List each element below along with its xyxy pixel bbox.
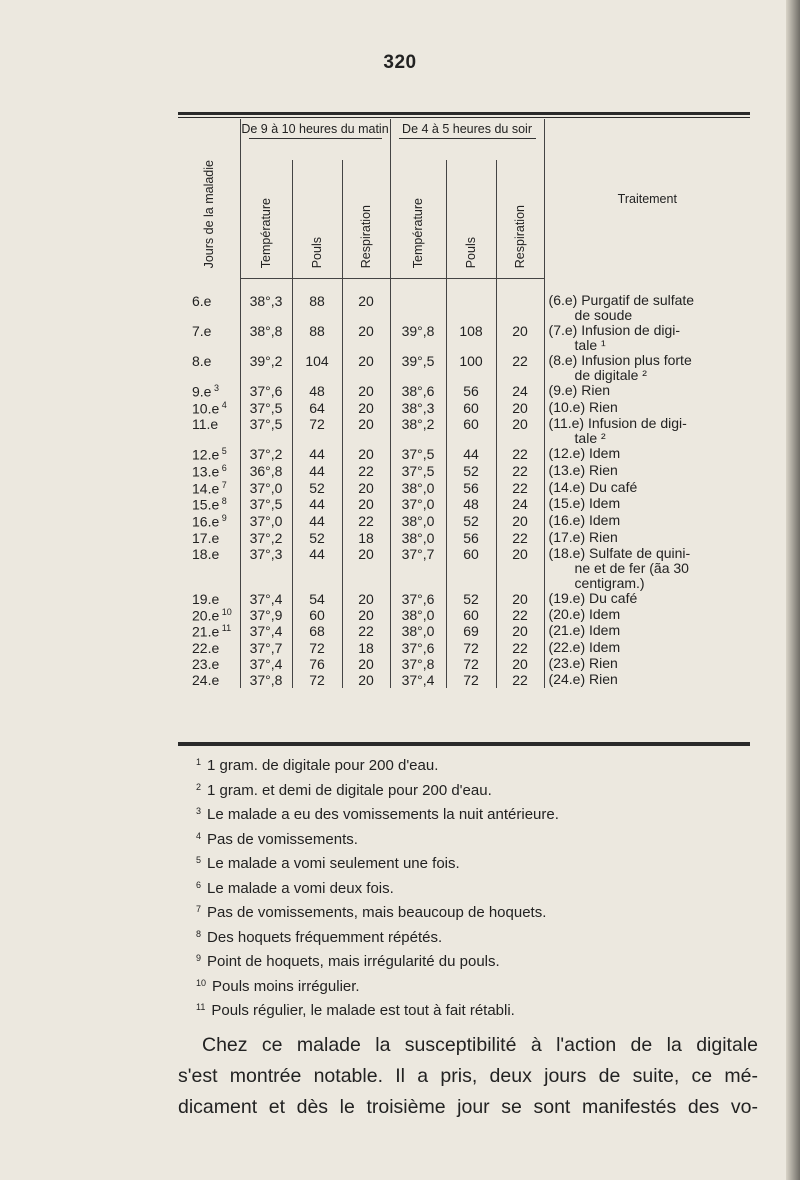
treatment-line: (16.e) Idem [548,511,621,528]
cell-pouls-matin: 44 [292,446,342,463]
treatment-line: (23.e) Rien [548,654,618,671]
cell-traitement [544,672,750,688]
cell-respiration-matin: 20 [342,672,390,688]
footnote-number: 9 [196,953,202,963]
cell-temperature-soir: 38°,0 [390,623,446,640]
cell-respiration-matin: 22 [342,463,390,480]
table-row [178,400,750,417]
table-row [178,496,750,513]
cell-pouls-matin: 44 [292,496,342,513]
cell-pouls-soir: 69 [446,623,496,640]
footnote-ref: 7 [219,479,227,490]
footnote-ref: 4 [219,399,227,410]
cell-temperature-matin: 36°,8 [240,463,292,480]
cell-temperature-soir: 39°,8 [390,323,446,353]
cell-temperature-matin: 37°,8 [240,672,292,688]
footnote-text: Des hoquets fréquemment répétés. [207,928,443,946]
cell-respiration-matin: 20 [342,656,390,672]
footnote [196,997,756,1022]
cell-temperature-matin: 37°,0 [240,513,292,530]
cell-respiration-soir: 20 [496,513,544,530]
cell-traitement [544,640,750,656]
table-row [178,546,750,591]
cell-traitement [544,607,750,624]
cell-respiration-matin: 20 [342,293,390,323]
cell-temperature-matin: 37°,5 [240,496,292,513]
cell-day: 14.e $^7$ [192,479,227,497]
cell-pouls-matin: 54 [292,591,342,607]
footnote-number: 5 [196,855,202,865]
treatment-line: de digitale ² [574,367,647,383]
footnote-number: 1 [196,757,202,767]
cell-pouls-soir: 44 [446,446,496,463]
footnote-number: 8 [196,928,202,939]
footnote-text: Pas de vomissements, mais beaucoup de hoquets. [207,904,547,921]
header-respiration-soir: Respiration [496,160,544,279]
cell-pouls-soir: 52 [446,513,496,530]
table-row [178,672,750,688]
cell-traitement [544,623,750,640]
cell-pouls-matin: 72 [292,416,342,446]
cell-traitement [544,400,750,417]
treatment-line: (14.e) Du café [548,478,638,495]
cell-day: 7.e [192,323,212,339]
cell-temperature-soir: 39°,5 [390,353,446,383]
cell-temperature-matin: 37°,4 [240,623,292,640]
table-row [178,623,750,640]
footnote-text: Le malade a vomi seulement une fois. [207,855,460,872]
cell-temperature-matin: 38°,3 [240,293,292,323]
body-line: s'est montrée notable. Il a pris, deux jours de suite, ce mé- [178,1065,758,1087]
cell-pouls-soir: 60 [446,607,496,624]
cell-traitement [544,530,750,546]
cell-day: 16.e $^9$ [192,512,227,530]
cell-respiration-matin: 18 [342,530,390,546]
cell-pouls-matin: 76 [292,656,342,672]
table-row [178,416,750,446]
cell-day: 24.e [192,671,220,688]
treatment-line: (24.e) Rien [548,670,618,687]
table-bottom-rule [178,742,750,746]
cell-respiration-soir: 20 [496,416,544,446]
footnote-text: Le malade a eu des vomissements la nuit antérieure. [207,806,559,823]
observation-table [178,119,750,688]
footnote [196,948,756,973]
table-row [178,293,750,323]
cell-temperature-matin: 37°,4 [240,656,292,672]
treatment-line: tale ¹ [574,337,606,353]
footnote [196,850,756,875]
footnote-number: 11 [196,1002,206,1012]
cell-temperature-matin: 37°,9 [240,607,292,624]
cell-temperature-soir: 37°,0 [390,496,446,513]
treatment-line: (18.e) Sulfate de quini- [548,544,691,561]
cell-temperature-matin: 37°,6 [240,383,292,400]
cell-pouls-soir: 72 [446,640,496,656]
table-row [178,640,750,656]
cell-respiration-matin: 20 [342,480,390,497]
footnotes [196,752,756,1022]
cell-respiration-soir: 20 [496,656,544,672]
cell-respiration-matin: 20 [342,416,390,446]
cell-respiration-soir: 24 [496,383,544,400]
table-row [178,353,750,383]
footnote-text: Pas de vomissements. [207,830,358,848]
treatment-line: ne et de fer (ãa 30 [574,559,689,576]
footnote [196,777,756,802]
cell-pouls-matin: 72 [292,672,342,688]
cell-respiration-matin: 18 [342,640,390,656]
treatment-line: (19.e) Du café [548,589,638,606]
footnote-number: 6 [196,879,202,890]
cell-pouls-matin: 52 [292,480,342,497]
treatment-line: (21.e) Idem [548,622,621,639]
cell-day: 22.e [192,639,220,656]
cell-respiration-soir: 22 [496,463,544,480]
treatment-line: (9.e) Rien [548,382,611,398]
treatment-line: (13.e) Rien [548,461,618,478]
cell-respiration-soir [496,293,544,323]
body-line: Chez ce malade la susceptibilité à l'action de la digitale [202,1034,758,1056]
footnote-text: 1 gram. de digitale pour 200 d'eau. [207,757,439,774]
cell-pouls-matin: 72 [292,640,342,656]
footnote-ref: 3 [211,383,219,393]
header-respiration-matin: Respiration [342,160,390,279]
footnote-number: 4 [196,830,202,841]
cell-respiration-matin: 20 [342,546,390,591]
footnote-text: Pouls régulier, le malade est tout à fait rétabli. [211,1002,515,1019]
header-temperature-soir: Température [390,160,446,279]
cell-pouls-soir: 100 [446,353,496,383]
cell-pouls-matin: 44 [292,463,342,480]
cell-pouls-soir: 56 [446,480,496,497]
footnote-text: Point de hoquets, mais irrégularité du pouls. [207,953,500,970]
cell-pouls-soir [446,293,496,323]
cell-temperature-matin: 37°,2 [240,530,292,546]
footnote-ref: 5 [219,446,227,457]
cell-day: 11.e [192,416,219,433]
footnote-number: 7 [196,904,202,914]
cell-respiration-matin: 20 [342,496,390,513]
footnote-number: 3 [196,806,202,816]
cell-temperature-soir: 38°,0 [390,607,446,624]
cell-pouls-soir: 72 [446,656,496,672]
body-paragraph [178,1030,758,1123]
cell-temperature-matin: 37°,3 [240,546,292,591]
table-row [178,607,750,624]
cell-traitement [544,463,750,480]
cell-respiration-matin: 22 [342,623,390,640]
cell-traitement [544,323,750,353]
footnote [196,973,756,998]
cell-pouls-matin: 88 [292,323,342,353]
cell-pouls-matin: 104 [292,353,342,383]
cell-pouls-matin: 44 [292,513,342,530]
treatment-line: (7.e) Infusion de digi- [548,322,681,338]
cell-pouls-soir: 60 [446,416,496,446]
cell-respiration-matin: 20 [342,323,390,353]
cell-respiration-soir: 20 [496,623,544,640]
cell-respiration-soir: 22 [496,640,544,656]
cell-temperature-matin: 37°,5 [240,400,292,417]
header-group-soir: De 4 à 5 heures du soir [390,119,544,160]
body-line: dicament et dès le troisième jour se sont manifestés des vo- [178,1096,758,1118]
footnote-ref: 6 [219,462,227,473]
cell-respiration-soir: 22 [496,530,544,546]
table-top-rule-thin [178,117,750,118]
table-row [178,656,750,672]
cell-respiration-matin: 20 [342,607,390,624]
cell-temperature-soir: 38°,3 [390,400,446,417]
cell-day: 15.e $^8$ [192,496,227,513]
cell-temperature-soir: 38°,6 [390,383,446,400]
cell-respiration-soir: 20 [496,591,544,607]
cell-respiration-matin: 20 [342,383,390,400]
cell-respiration-soir: 20 [496,546,544,591]
cell-respiration-soir: 22 [496,446,544,463]
header-temperature-matin: Température [240,160,292,279]
cell-respiration-soir: 20 [496,323,544,353]
footnote-text: 1 gram. et demi de digitale pour 200 d'eau. [207,781,492,799]
cell-respiration-matin: 20 [342,591,390,607]
cell-day: 18.e [192,545,220,562]
cell-respiration-matin: 20 [342,353,390,383]
cell-respiration-soir: 22 [496,672,544,688]
treatment-line: (12.e) Idem [548,445,621,462]
cell-temperature-soir: 37°,6 [390,640,446,656]
cell-temperature-soir: 37°,5 [390,463,446,480]
cell-pouls-matin: 44 [292,546,342,591]
cell-day: 23.e [192,655,220,672]
table-row [178,591,750,607]
table-top-rule [178,112,750,115]
cell-pouls-matin: 68 [292,623,342,640]
cell-pouls-soir: 72 [446,672,496,688]
cell-temperature-soir: 38°,0 [390,513,446,530]
cell-day: 13.e $^6$ [192,462,227,480]
footnote [196,826,756,851]
treatment-line: de soude [574,307,633,323]
cell-traitement [544,591,750,607]
cell-traitement [544,480,750,497]
footnote-ref: 8 [219,496,227,507]
cell-temperature-matin: 37°,5 [240,416,292,446]
cell-traitement [544,293,750,323]
cell-respiration-soir: 20 [496,400,544,417]
cell-pouls-soir: 52 [446,591,496,607]
cell-temperature-soir: 38°,0 [390,480,446,497]
page-number: 320 [383,52,417,73]
footnote [196,899,756,924]
treatment-line: (20.e) Idem [548,605,621,622]
treatment-line: centigram.) [574,574,645,591]
cell-temperature-soir: 37°,6 [390,591,446,607]
footnote-ref: 11 [219,623,232,634]
cell-day: 20.e $^{10}$ [192,606,232,624]
table-row [178,513,750,530]
cell-temperature-matin: 37°,7 [240,640,292,656]
cell-pouls-soir: 56 [446,383,496,400]
cell-day: 19.e [192,590,220,607]
cell-pouls-matin: 88 [292,293,342,323]
cell-temperature-soir [390,293,446,323]
header-traitement: Traitement [544,119,750,279]
cell-day: 21.e $^{11}$ [192,623,232,640]
footnote [196,801,756,826]
treatment-line: (15.e) Idem [548,495,621,512]
cell-pouls-matin: 60 [292,607,342,624]
cell-day: 9.e $^3$ [192,383,219,400]
cell-pouls-matin: 52 [292,530,342,546]
treatment-line: (17.e) Rien [548,528,618,545]
cell-temperature-soir: 38°,0 [390,530,446,546]
cell-temperature-soir: 37°,7 [390,546,446,591]
table-row [178,323,750,353]
cell-temperature-soir: 37°,8 [390,656,446,672]
treatment-line: (6.e) Purgatif de sulfate [548,292,695,308]
cell-temperature-matin: 39°,2 [240,353,292,383]
treatment-line: (11.e) Infusion de digi- [548,415,687,432]
cell-pouls-soir: 52 [446,463,496,480]
cell-traitement [544,496,750,513]
page-edge-shadow [786,0,800,1180]
table-row [178,463,750,480]
footnote-text: Pouls moins irrégulier. [212,977,360,995]
cell-pouls-soir: 48 [446,496,496,513]
footnote-text: Le malade a vomi deux fois. [207,879,394,897]
cell-pouls-matin: 64 [292,400,342,417]
cell-traitement [544,353,750,383]
table-row [178,446,750,463]
footnote-number: 2 [196,781,202,792]
cell-respiration-matin: 20 [342,400,390,417]
cell-pouls-soir: 60 [446,546,496,591]
treatment-line: (22.e) Idem [548,638,621,655]
cell-temperature-soir: 38°,2 [390,416,446,446]
cell-temperature-matin: 37°,4 [240,591,292,607]
cell-pouls-soir: 56 [446,530,496,546]
treatment-line: (8.e) Infusion plus forte [548,352,692,368]
footnote-ref: 9 [219,512,227,523]
footnote-ref: 10 [219,606,232,617]
header-jours: Jours de la maladie [201,160,216,269]
cell-respiration-soir: 24 [496,496,544,513]
header-pouls-soir: Pouls [446,160,496,279]
cell-temperature-soir: 37°,4 [390,672,446,688]
table-row [178,383,750,400]
header-group-matin: De 9 à 10 heures du matin [240,119,390,160]
cell-pouls-soir: 60 [446,400,496,417]
cell-traitement [544,513,750,530]
treatment-line: tale ² [574,430,606,447]
cell-day: 10.e $^4$ [192,399,227,417]
cell-temperature-matin: 37°,2 [240,446,292,463]
header-pouls-matin: Pouls [292,160,342,279]
cell-pouls-matin: 48 [292,383,342,400]
footnote [196,924,756,949]
cell-temperature-soir: 37°,5 [390,446,446,463]
cell-day: 17.e [192,529,220,546]
footnote [196,875,756,900]
cell-respiration-matin: 22 [342,513,390,530]
table-row [178,530,750,546]
cell-temperature-matin: 37°,0 [240,480,292,497]
cell-traitement [544,416,750,446]
cell-temperature-matin: 38°,8 [240,323,292,353]
footnote [196,752,756,777]
cell-day: 12.e $^5$ [192,446,227,463]
cell-traitement [544,446,750,463]
cell-respiration-matin: 20 [342,446,390,463]
cell-respiration-soir: 22 [496,353,544,383]
treatment-line: (10.e) Rien [548,398,618,415]
cell-traitement [544,383,750,400]
table-body [178,279,750,688]
cell-respiration-soir: 22 [496,607,544,624]
footnote-number: 10 [196,977,207,988]
cell-day: 6.e [192,293,212,309]
cell-pouls-soir: 108 [446,323,496,353]
cell-day: 8.e [192,353,212,369]
cell-respiration-soir: 22 [496,480,544,497]
cell-traitement [544,546,750,591]
table-row [178,480,750,497]
cell-traitement [544,656,750,672]
